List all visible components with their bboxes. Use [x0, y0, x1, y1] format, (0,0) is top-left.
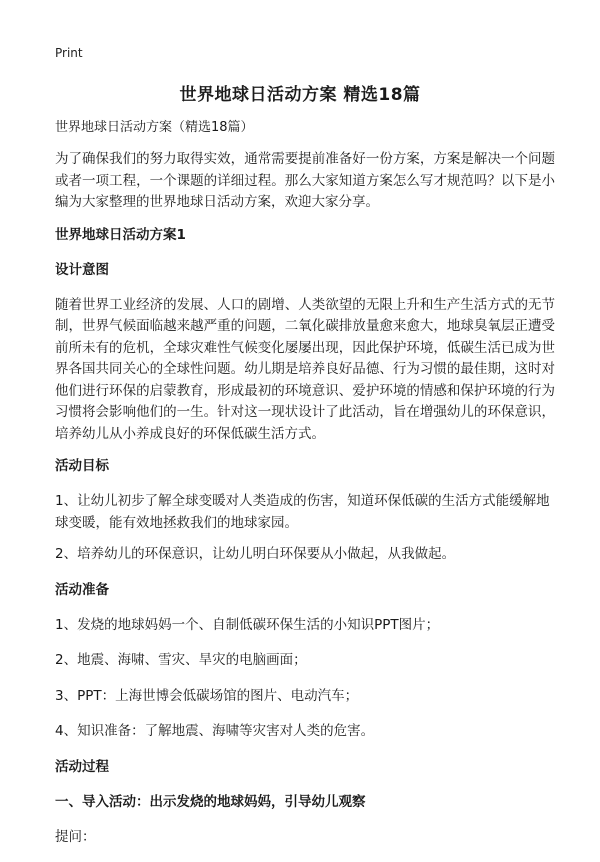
goals-heading: 活动目标: [55, 458, 109, 474]
design-intent-paragraph: 随着世界工业经济的发展、人口的剧增、人类欲望的无限上升和生产生活方式的无节制，世界气候面临越来越严重的问题，二氧化碳排放量愈来愈大，地球臭氧层正遭受前所未有的危机，全球灾难性气候变化屡屡出现，因此保护环境，低碳生活已成为世界各国共同关心的全球性问题。幼儿期是培养良好品德、行为习惯的最佳期，这时对他们进行环保的启蒙教育，形成最初的环境意识、爱护环境的情感和保护环境的行为习惯将会影响他们的一生。针对这一现状设计了此活动，旨在增强幼儿的环保意识，培养幼儿从小养成良好的环保低碳生活方式。: [55, 296, 555, 442]
document-subtitle: 世界地球日活动方案（精选18篇）: [55, 120, 254, 135]
preparation-item: 1、发烧的地球妈妈一个、自制低碳环保生活的小知识PPT图片；: [55, 616, 440, 633]
goal-item: 1、让幼儿初步了解全球变暖对人类造成的伤害，知道环保低碳的生活方式能缓解地球变暖，能有效地拯救我们的地球家园。: [55, 493, 550, 531]
goal-item: 2、培养幼儿的环保意识，让幼儿明白环保要从小做起，从我做起。: [55, 546, 456, 562]
document-body: [55, 118, 555, 862]
print-link[interactable]: Print: [55, 46, 83, 60]
intro-paragraph: 为了确保我们的努力取得实效，通常需要提前准备好一份方案，方案是解决一个问题或者一项工程，一个课题的详细过程。那么大家知道方案怎么写才规范吗？以下是小编为大家整理的世界地球日活动方案，欢迎大家分享。: [55, 151, 555, 210]
design-intent-heading: 设计意图: [55, 261, 109, 278]
page-title: 世界地球日活动方案 精选18篇: [179, 85, 421, 105]
process-stage-heading: 一、导入活动：出示发烧的地球妈妈，引导幼儿观察: [55, 793, 366, 810]
preparation-item: 3、PPT：上海世博会低碳场馆的图片、电动汽车；: [55, 687, 359, 704]
process-heading: 活动过程: [55, 758, 109, 775]
question-label: 提问：: [55, 828, 96, 845]
preparation-heading: 活动准备: [55, 581, 109, 598]
plan-heading: 世界地球日活动方案1: [55, 226, 186, 243]
preparation-item: 2、地震、海啸、雪灾、旱灾的电脑画面；: [55, 652, 307, 668]
preparation-item: 4、知识准备：了解地震、海啸等灾害对人类的危害。: [55, 723, 375, 739]
